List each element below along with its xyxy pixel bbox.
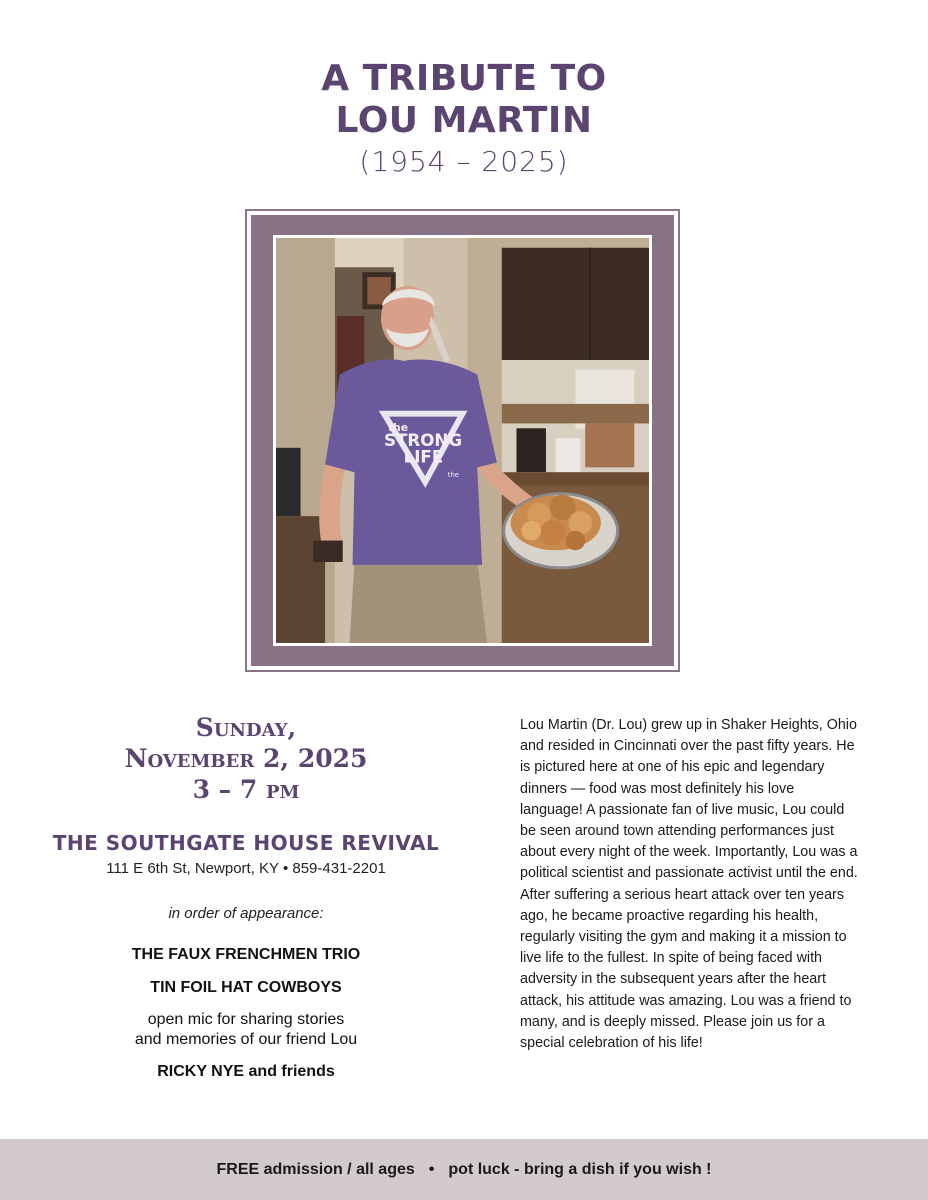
venue-name: THE SOUTHGATE HOUSE REVIVAL: [52, 831, 440, 855]
footer-potluck: pot luck - bring a dish if you wish !: [448, 1160, 712, 1178]
title-line-1: A TRIBUTE TO: [321, 58, 607, 99]
lineup-intro: in order of appearance:: [168, 905, 324, 922]
event-datetime: [30, 712, 462, 805]
photo-frame: [245, 209, 680, 672]
shirt-text-strong: STRONG: [383, 430, 463, 450]
event-day: Sunday,: [195, 713, 297, 742]
shirt-text-life: LIFE: [403, 447, 444, 467]
shirt-text-the-small: the: [447, 471, 460, 480]
photo-mat: [251, 215, 674, 666]
portrait-photo: [276, 238, 649, 643]
event-time: 3 – 7 pm: [192, 775, 300, 804]
lineup-item: TIN FOIL HAT COWBOYS: [150, 979, 342, 996]
lineup-item: open mic for sharing stories and memories of our friend Lou: [134, 1011, 358, 1048]
lineup-item: RICKY NYE and friends: [157, 1063, 335, 1080]
shirt-text-the: the: [387, 421, 409, 435]
performer-lineup: [30, 944, 462, 1094]
footer-admission: FREE admission / all ages: [216, 1160, 415, 1178]
footer-banner: [0, 1139, 928, 1200]
title-line-2: LOU MARTIN: [335, 100, 593, 141]
page-title: [0, 58, 928, 142]
lineup-item: THE FAUX FRENCHMEN TRIO: [131, 946, 361, 963]
venue-address: 111 E 6th St, Newport, KY • 859-431-2201: [106, 860, 386, 877]
photo-container: [273, 235, 652, 646]
biography-text: Lou Martin (Dr. Lou) grew up in Shaker Heights, Ohio and resided in Cincinnati over the past fifty years. He is pictured here at one of his epic and legendary dinners — food was most definitely his love language! A passionate fan of live music, Lou could be seen around town attending performances just about every night of the week. Importantly, Lou was a political scientist and passionate activist until the end. After suffering a serious heart attack over ten years ago, he became proactive regarding his health, regularly visiting the gym and making it a mission to live life to the fullest. In spite of being faced with adversity in the subsequent years after the heart attack, his attitude was amazing. Lou was a friend to many, and is deeply missed. Please join us for a special celebration of his life!: [520, 717, 858, 1052]
footer-separator: •: [428, 1160, 435, 1178]
event-date: November 2, 2025: [124, 744, 368, 773]
life-years: (1954 – 2025): [359, 145, 569, 178]
